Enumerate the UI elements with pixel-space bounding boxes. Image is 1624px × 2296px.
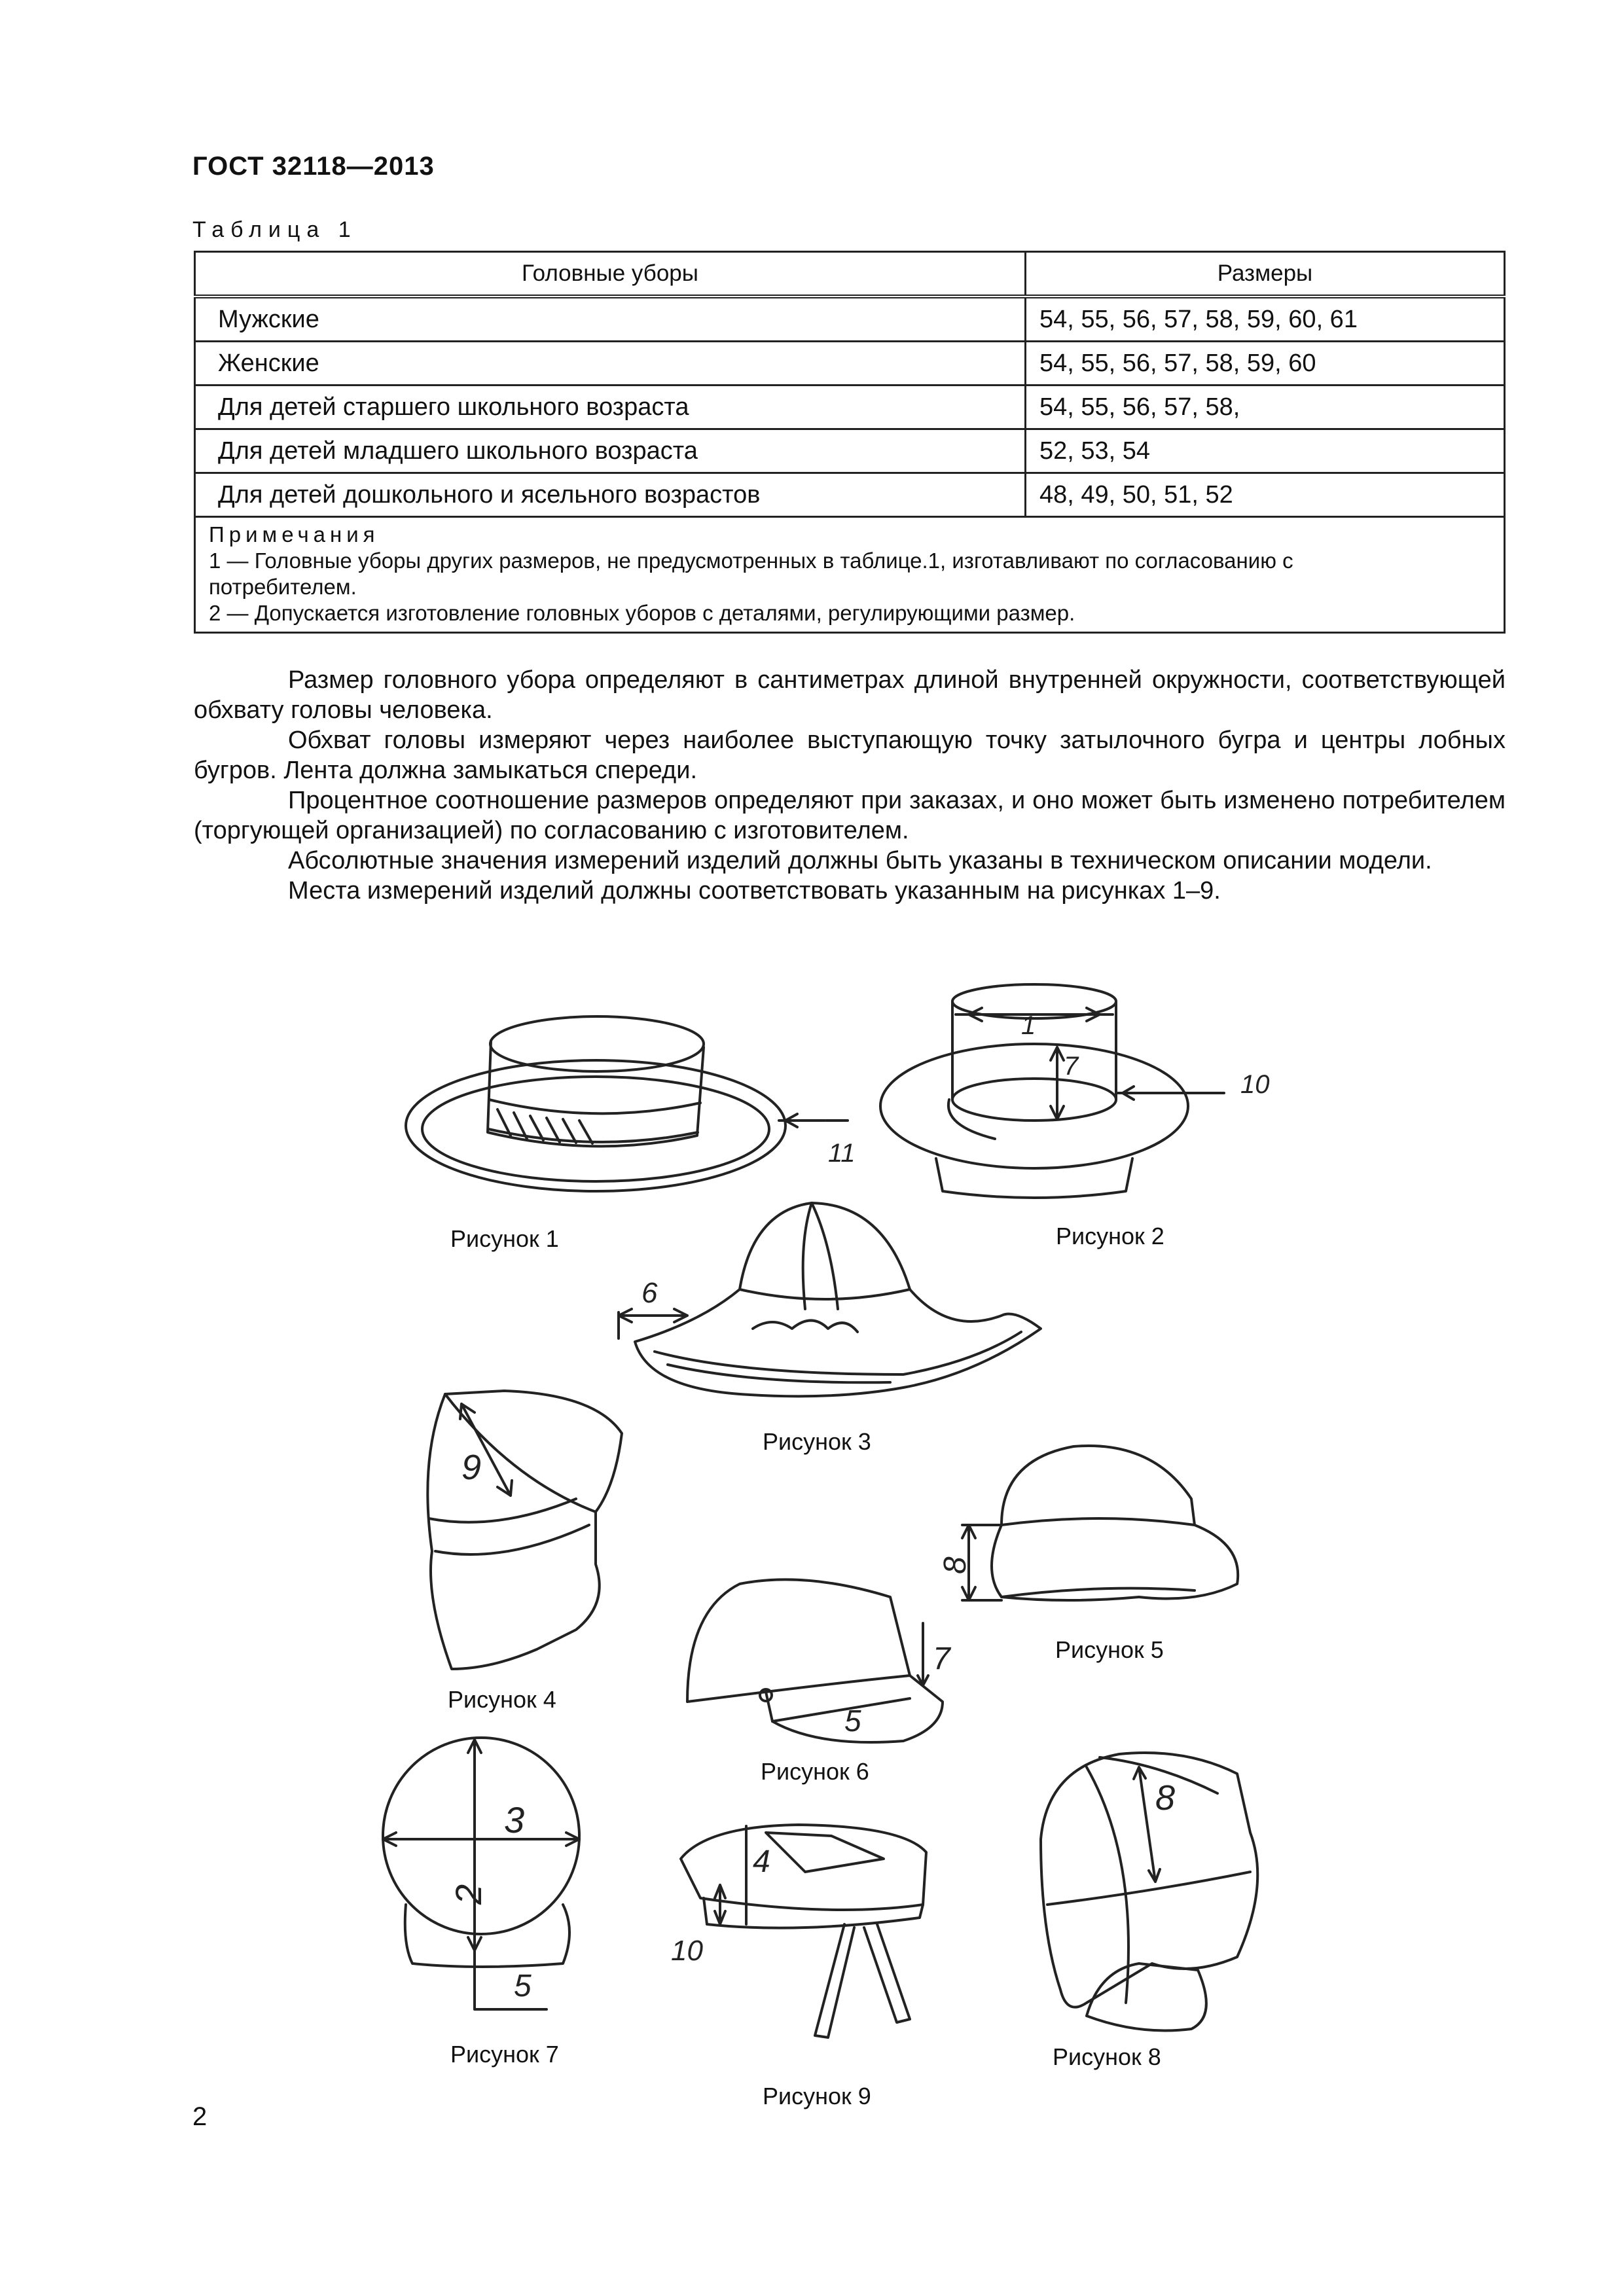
row-sizes: 48, 49, 50, 51, 52 [1026,473,1505,517]
row-name: Мужские [195,296,1026,342]
row-sizes: 54, 55, 56, 57, 58, 59, 60 [1026,342,1505,386]
table-row [195,473,1505,517]
note-2: 2 — Допускается изготовление головных уборов с деталями, регулирующими размер. [209,601,1075,625]
row-sizes: 54, 55, 56, 57, 58, [1026,386,1505,429]
table-caption: Таблица 1 [192,217,357,242]
table-header-row [195,252,1505,297]
fig8-label-8: 8 [1155,1778,1176,1818]
figure-9-drawing [668,1820,943,2055]
column-header-sizes: Размеры [1026,252,1505,297]
note-1-continued: потребителем. [209,575,357,599]
sizes-table [194,251,1506,634]
page-number: 2 [192,2102,208,2131]
figure-3-drawing [609,1198,1054,1420]
row-name: Для детей младшего школьного возраста [195,429,1026,473]
fig7-label-5: 5 [514,1969,532,2003]
body-text [194,665,1506,906]
fig3-label-6: 6 [641,1277,658,1309]
row-name: Женские [195,342,1026,386]
figure-2-drawing [864,975,1335,1224]
figure-1-drawing [393,1001,864,1198]
paragraph: Процентное соотношение размеров определяют при заказах, и оно может быть изменено потребителем (торгующей организацией) по согласованию с изготовителем. [194,787,1506,844]
table-row [195,386,1505,429]
table-notes [195,517,1505,633]
paragraph: Размер головного убора определяют в сантиметрах длиной внутренней окружности, соответствующей обхвату головы человека. [194,666,1506,724]
note-1: 1 — Головные уборы других размеров, не предусмотренных в таблице.1, изготавливают по согласованию с [209,548,1293,573]
table-row [195,429,1505,473]
row-sizes: 54, 55, 56, 57, 58, 59, 60, 61 [1026,296,1505,342]
figure-7-drawing [367,1734,615,2022]
row-sizes: 52, 53, 54 [1026,429,1505,473]
figure-4-caption: Рисунок 4 [448,1686,556,1713]
row-name: Для детей дошкольного и ясельного возрастов [195,473,1026,517]
figure-6-drawing [674,1571,988,1767]
figure-6-caption: Рисунок 6 [761,1758,869,1785]
table-row [195,342,1505,386]
notes-title: Примечания [209,522,380,547]
figure-3-caption: Рисунок 3 [763,1428,871,1455]
figure-2-caption: Рисунок 2 [1056,1223,1164,1249]
figure-5-caption: Рисунок 5 [1055,1636,1164,1663]
document-code: ГОСТ 32118—2013 [192,152,435,181]
fig4-label-9: 9 [461,1448,482,1487]
fig2-label-1: 1 [1021,1011,1036,1040]
column-header-headwear: Головные уборы [195,252,1026,297]
fig1-label-11: 11 [828,1139,856,1168]
figure-8-caption: Рисунок 8 [1053,2043,1161,2070]
table-notes-row [195,517,1505,633]
table-row [195,296,1505,342]
figure-1-caption: Рисунок 1 [450,1225,559,1252]
figure-9-caption: Рисунок 9 [763,2083,871,2109]
fig6-label-7: 7 [933,1641,950,1676]
figure-4-drawing [399,1381,661,1689]
figure-8-drawing [1021,1741,1322,2036]
paragraph: Места измерений изделий должны соответствовать указанным на рисунках 1–9. [288,877,1221,905]
fig7-label-3: 3 [504,1799,525,1840]
fig2-label-7: 7 [1064,1052,1079,1081]
fig6-label-5: 5 [844,1704,861,1738]
paragraph: Обхват головы измеряют через наиболее выступающую точку затылочного бугра и центры лобных бугров. Лента должна замыкаться спереди. [194,726,1506,784]
fig5-label-8: 8 [938,1556,973,1574]
figure-7-caption: Рисунок 7 [450,2041,559,2068]
fig9-label-4: 4 [753,1844,770,1879]
paragraph: Абсолютные значения измерений изделий должны быть указаны в техническом описании модели. [288,847,1432,874]
fig2-label-10: 10 [1240,1070,1270,1099]
fig9-label-10: 10 [671,1935,703,1967]
row-name: Для детей старшего школьного возраста [195,386,1026,429]
fig7-label-2: 2 [448,1884,489,1905]
